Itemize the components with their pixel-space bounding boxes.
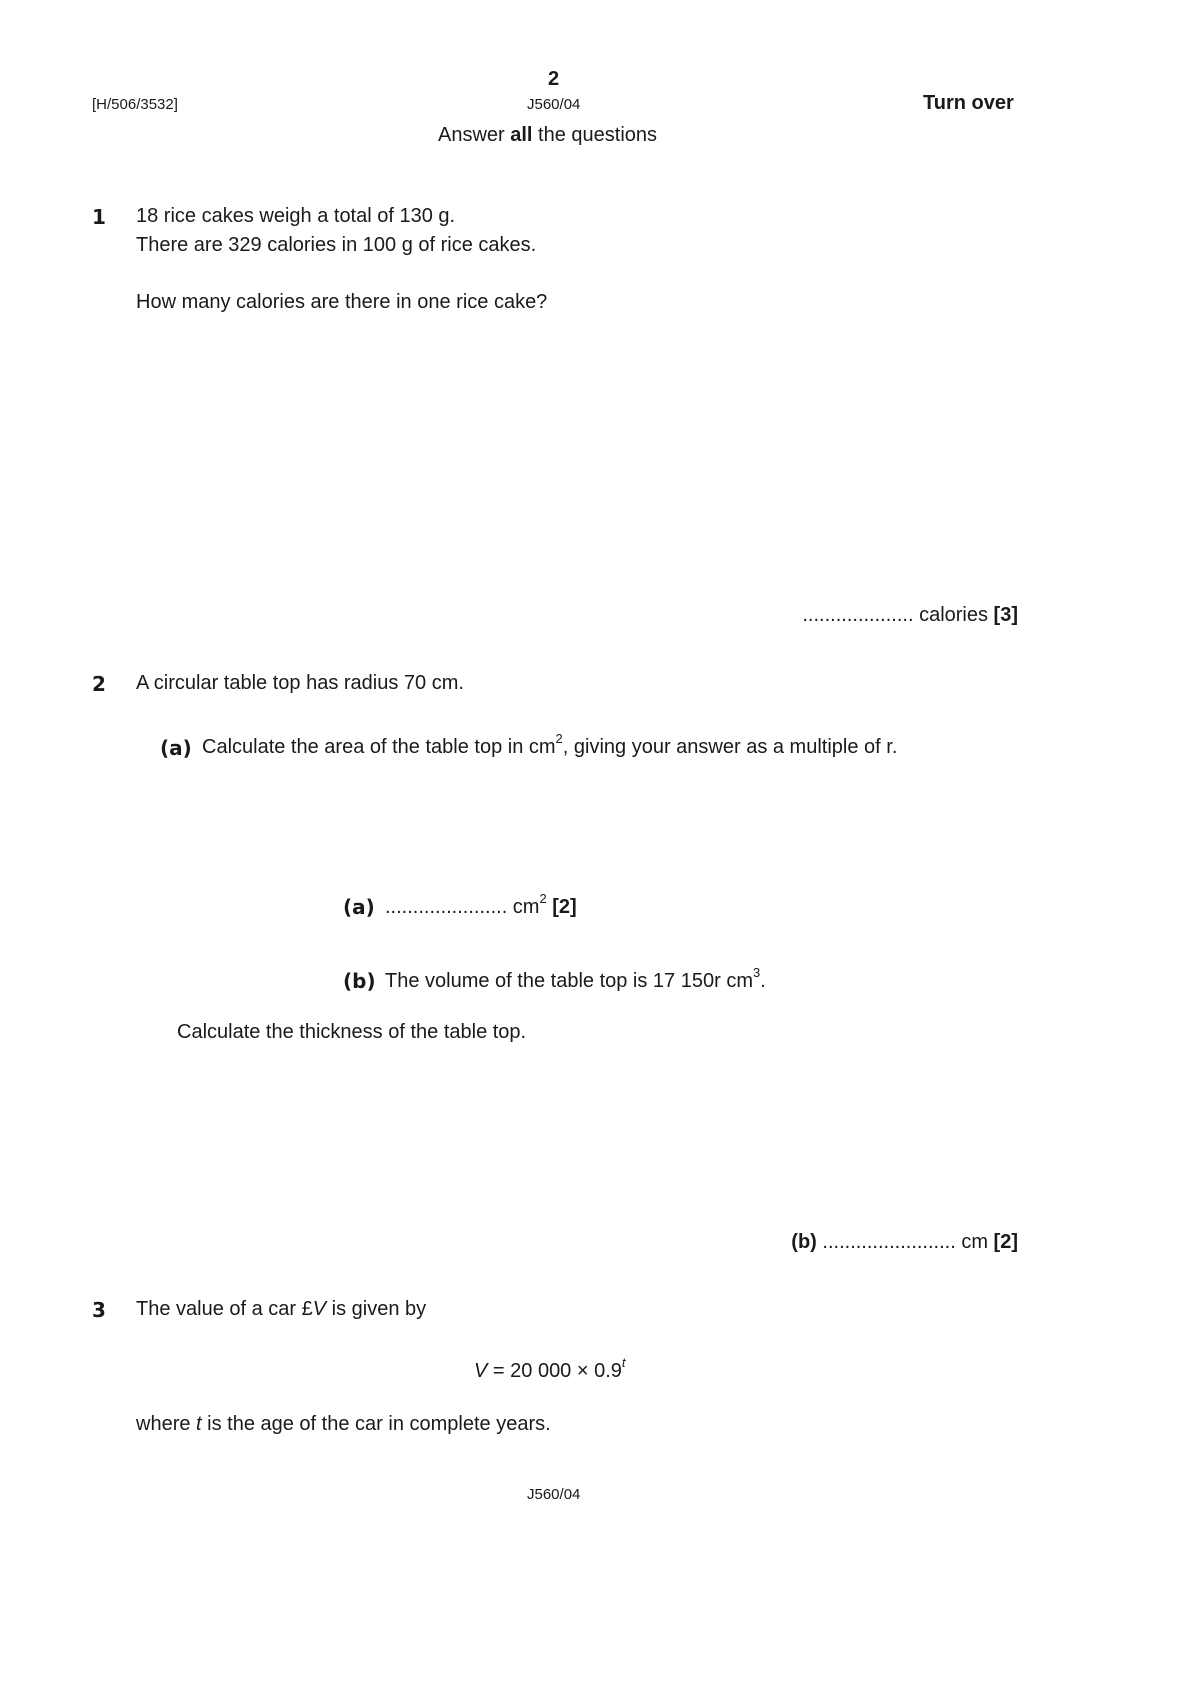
q2b-answer-dots: ........................: [822, 1231, 956, 1253]
q2a-marks: [2]: [552, 896, 577, 918]
q2-stem: A circular table top has radius 70 cm.: [136, 672, 464, 694]
instruction-pre: Answer: [438, 124, 511, 146]
q3-stem-pre: The value of a car £: [136, 1298, 313, 1320]
q3-formula-body: = 20 000 × 0.9: [487, 1360, 622, 1382]
q2a-answer-superscript: 2: [539, 891, 547, 906]
q1-line-1: 18 rice cakes weigh a total of 130 g.: [136, 205, 456, 227]
instruction-post: the questions: [532, 124, 658, 146]
q1-question: How many calories are there in one rice cake?: [136, 291, 548, 313]
q2b-text-pre: The volume of the table top is 17 150r cm: [385, 970, 753, 992]
q2b-answer-line[interactable]: [791, 1231, 1018, 1254]
instruction-line: [438, 124, 657, 147]
q2b-label: (b): [343, 969, 376, 993]
q3-formula-exponent: t: [621, 1355, 626, 1370]
q3-stem: [136, 1298, 426, 1321]
q1-answer-dots: ....................: [802, 604, 914, 626]
q2a-superscript: 2: [555, 731, 563, 746]
q2b-answer-label: (b): [791, 1231, 817, 1253]
q2b-superscript: 3: [752, 965, 761, 980]
q2a-label: (a): [160, 736, 192, 760]
q3-where-pre: where: [136, 1413, 197, 1435]
q2b-marks: [2]: [993, 1231, 1018, 1253]
q1-answer-unit: calories: [913, 604, 994, 626]
instruction-emphasis: all: [510, 124, 533, 146]
turn-over-label: Turn over: [923, 92, 1014, 114]
q2b-text-post: .: [760, 970, 766, 992]
q2b-text: [385, 965, 766, 993]
q3-stem-post: is given by: [326, 1298, 427, 1320]
q2a-text-post: , giving your answer as a multiple of r.: [562, 736, 898, 758]
q3-formula: [474, 1355, 626, 1383]
q2a-answer-line[interactable]: [385, 891, 577, 919]
q2b-answer-unit: cm: [955, 1231, 994, 1253]
q2b-question: Calculate the thickness of the table top.: [177, 1021, 527, 1043]
question-number-3: 3: [92, 1298, 106, 1322]
page-number: 2: [548, 68, 560, 90]
paper-reference: [H/506/3532]: [92, 96, 178, 113]
q1-marks: [3]: [993, 604, 1018, 626]
q3-where-variable: t: [196, 1413, 202, 1435]
q2a-answer-dots: ......................: [385, 896, 508, 918]
q1-answer-line[interactable]: [802, 604, 1018, 627]
q3-where-line: [136, 1413, 551, 1436]
q3-stem-variable: V: [312, 1298, 327, 1320]
paper-code: J560/04: [527, 96, 581, 113]
q3-formula-variable: V: [474, 1360, 488, 1382]
question-number-1: 1: [92, 205, 106, 229]
q2a-text-pre: Calculate the area of the table top in cm: [202, 736, 556, 758]
q3-where-post: is the age of the car in complete years.: [201, 1413, 551, 1435]
q2a-answer-unit: cm: [507, 896, 540, 918]
footer-paper-code: J560/04: [527, 1486, 581, 1503]
question-number-2: 2: [92, 672, 106, 696]
q1-line-2: There are 329 calories in 100 g of rice cakes.: [136, 234, 537, 256]
q2a-answer-label: (a): [343, 895, 375, 919]
q2a-text: [202, 731, 898, 759]
